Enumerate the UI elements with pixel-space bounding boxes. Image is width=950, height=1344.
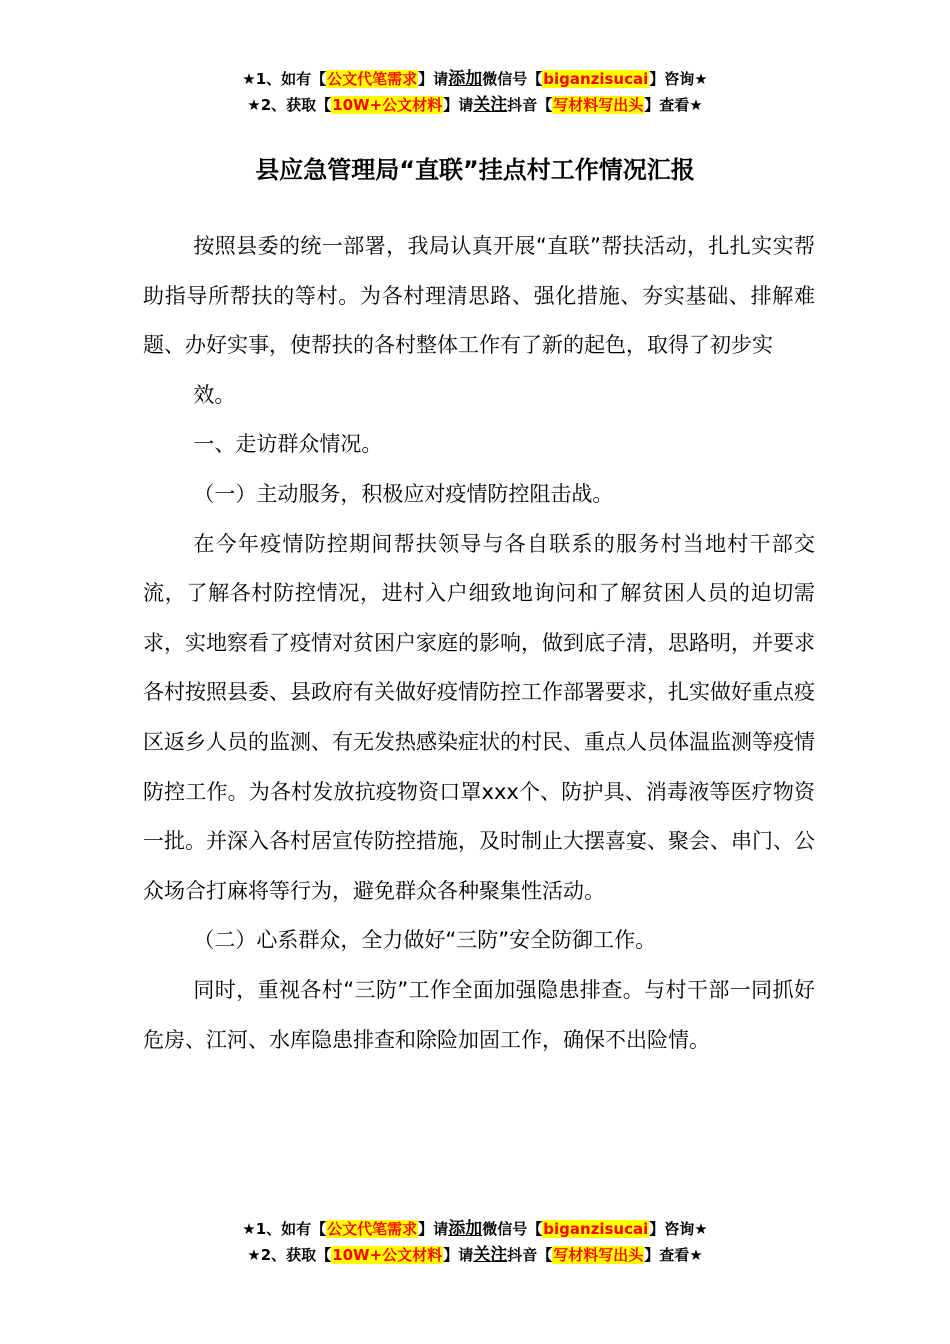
- banner-text: 】请: [418, 1220, 449, 1238]
- banner-line-1: [0, 66, 950, 92]
- banner-text: 抖音【: [507, 96, 553, 114]
- banner-line-1: [0, 1216, 950, 1242]
- subsection-heading: （二）心系群众，全力做好“三防”安全防御工作。: [193, 928, 657, 953]
- banner-wechat-id: biganzisucai: [543, 1220, 649, 1238]
- banner-text: 】请: [443, 1246, 474, 1264]
- paragraph-intro-end: 效。: [193, 382, 236, 407]
- banner-underline: 关注: [473, 95, 508, 115]
- banner-douyin-name: 写材料写出头: [553, 96, 644, 114]
- banner-text: 微信号【: [482, 1220, 543, 1238]
- banner-text: ★1、如有【: [242, 1220, 327, 1238]
- banner-text: ★1、如有【: [242, 70, 327, 88]
- banner-text: ★2、获取【: [247, 1246, 332, 1264]
- banner-text: 】咨询★: [649, 1220, 708, 1238]
- banner-text: 】请: [418, 70, 449, 88]
- section-heading: 一、走访群众情况。: [193, 432, 383, 457]
- banner-douyin-name: 写材料写出头: [553, 1246, 644, 1264]
- banner-text: 】请: [443, 96, 474, 114]
- banner-text: 】查看★: [644, 96, 703, 114]
- paragraph: 同时，重视各村“三防”工作全面加强隐患排查。与村干部一同抓好危房、江河、水库隐患排查和除险加固工作，确保不出险情。: [143, 977, 815, 1052]
- banner-highlight: 10W+公文材料: [332, 96, 443, 114]
- banner-highlight: 10W+公文材料: [332, 1246, 443, 1264]
- banner-line-2: [0, 1242, 950, 1268]
- banner-text: ★2、获取【: [247, 96, 332, 114]
- banner-highlight: 公文代笔需求: [327, 70, 418, 88]
- document-title: 县应急管理局“直联”挂点村工作情况汇报: [255, 156, 695, 184]
- header-banner: [0, 66, 950, 118]
- banner-highlight: 公文代笔需求: [327, 1220, 418, 1238]
- banner-text: 】咨询★: [649, 70, 708, 88]
- subsection-heading: （一）主动服务，积极应对疫情防控阻击战。: [193, 481, 614, 506]
- document-body: [143, 222, 815, 1065]
- banner-text: 】查看★: [644, 1246, 703, 1264]
- banner-wechat-id: biganzisucai: [543, 70, 649, 88]
- banner-text: 抖音【: [507, 1246, 553, 1264]
- banner-underline: 添加: [448, 69, 483, 89]
- paragraph: 在今年疫情防控期间帮扶领导与各自联系的服务村当地村干部交流，了解各村防控情况，进村入户细致地询问和了解贫困人员的迫切需求，实地察看了疫情对贫困户家庭的影响，做到底子清，思路明，并要求各村按照县委、县政府有关做好疫情防控工作部署要求，扎实做好重点疫区返乡人员的监测、有无发热感染症状的村民、重点人员体温监测等疫情防控工作。为各村发放抗疫物资口罩xxx个、防护具、消毒液等医疗物资一批。并深入各村居宣传防控措施，及时制止大摆喜宴、聚会、串门、公众场合打麻将等行为，避免群众各种聚集性活动。: [143, 531, 815, 903]
- banner-text: 微信号【: [482, 70, 543, 88]
- paragraph-intro: 按照县委的统一部署，我局认真开展“直联”帮扶活动，扎扎实实帮助指导所帮扶的等村。为各村理清思路、强化措施、夯实基础、排解难题、办好实事，使帮扶的各村整体工作有了新的起色，取得了初步实: [143, 234, 815, 358]
- banner-underline: 关注: [473, 1245, 508, 1265]
- footer-banner: [0, 1216, 950, 1268]
- banner-line-2: [0, 92, 950, 118]
- banner-underline: 添加: [448, 1219, 483, 1239]
